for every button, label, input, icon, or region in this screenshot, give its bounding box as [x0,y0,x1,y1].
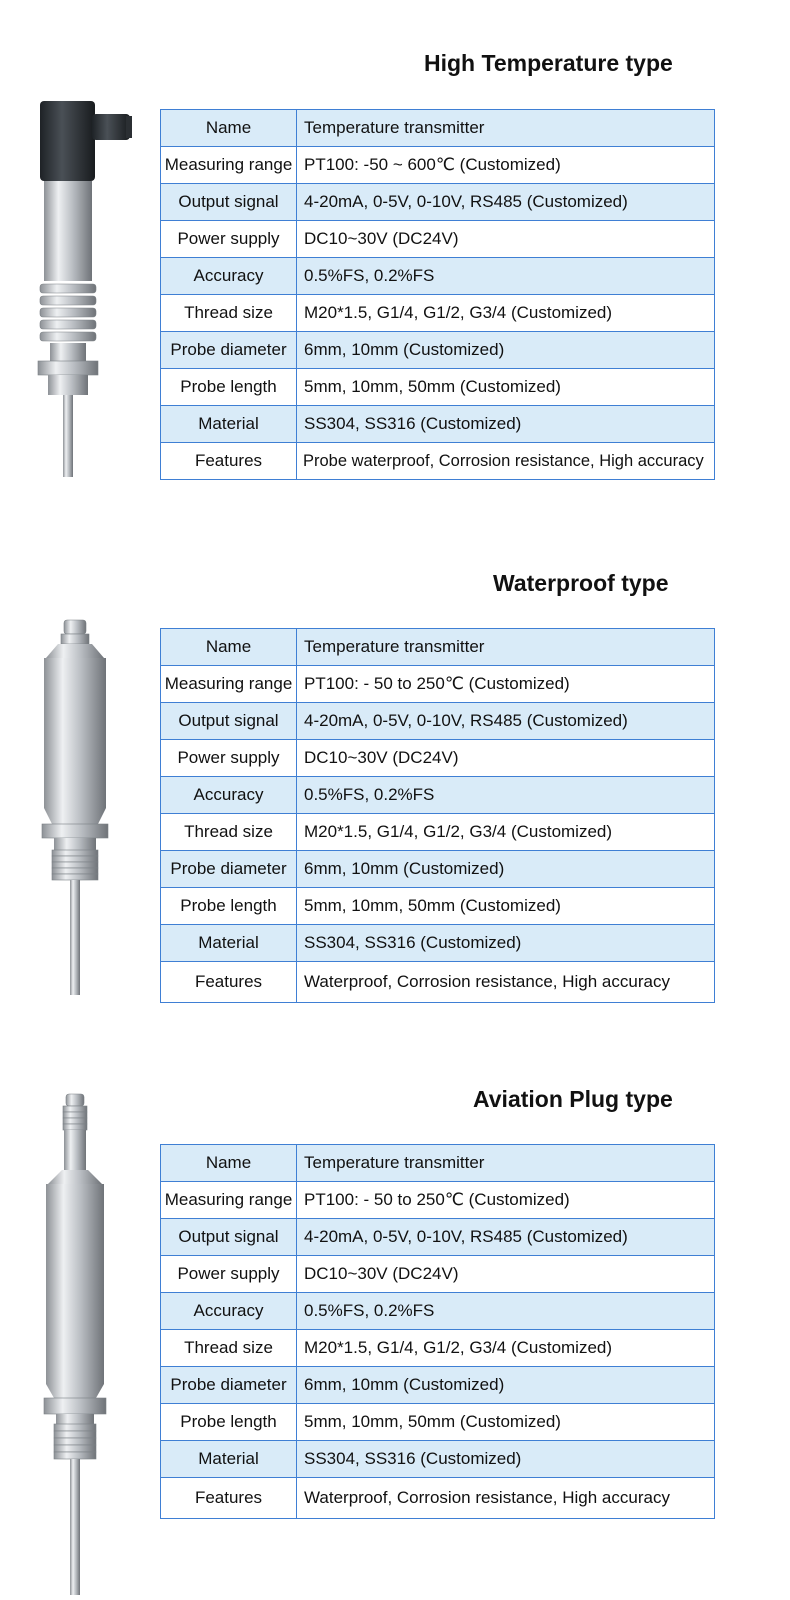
row-value: SS304, SS316 (Customized) [297,1441,715,1478]
row-value: 0.5%FS, 0.2%FS [297,1293,715,1330]
row-label: Measuring range [161,147,297,184]
row-value: Temperature transmitter [297,1145,715,1182]
row-value: 6mm, 10mm (Customized) [297,851,715,888]
row-value: Probe waterproof, Corrosion resistance, High accuracy [297,443,715,480]
row-label: Material [161,406,297,443]
spec-table [160,109,715,480]
row-value: Waterproof, Corrosion resistance, High accuracy [297,962,715,1003]
row-label: Probe length [161,369,297,406]
table-row [161,258,715,295]
row-label: Accuracy [161,258,297,295]
row-value: Temperature transmitter [297,110,715,147]
row-label: Probe length [161,1404,297,1441]
table-row [161,184,715,221]
table-row [161,332,715,369]
table-row [161,962,715,1003]
row-label: Name [161,110,297,147]
table-row [161,925,715,962]
row-label: Thread size [161,295,297,332]
section-title: Waterproof type [493,570,669,596]
table-row [161,221,715,258]
section-title: High Temperature type [424,50,673,76]
row-value: PT100: - 50 to 250℃ (Customized) [297,666,715,703]
table-row [161,1256,715,1293]
row-label: Features [161,962,297,1003]
row-label: Power supply [161,740,297,777]
table-row [161,147,715,184]
row-label: Probe length [161,888,297,925]
waterproof-transmitter-image [36,618,116,1000]
table-row [161,443,715,480]
row-label: Measuring range [161,666,297,703]
table-row [161,629,715,666]
spec-table [160,628,715,1003]
table-row [161,1404,715,1441]
row-value: 5mm, 10mm, 50mm (Customized) [297,369,715,406]
section-title: Aviation Plug type [473,1086,673,1112]
section-high-temperature [0,0,790,500]
row-label: Features [161,1478,297,1519]
table-row [161,666,715,703]
row-value: PT100: -50 ~ 600℃ (Customized) [297,147,715,184]
table-row [161,1478,715,1519]
row-label: Probe diameter [161,1367,297,1404]
table-row [161,1441,715,1478]
row-value: 4-20mA, 0-5V, 0-10V, RS485 (Customized) [297,184,715,221]
section-waterproof [0,520,790,1020]
row-label: Name [161,629,297,666]
row-label: Accuracy [161,1293,297,1330]
row-value: DC10~30V (DC24V) [297,740,715,777]
table-row [161,110,715,147]
row-label: Features [161,443,297,480]
row-value: 0.5%FS, 0.2%FS [297,777,715,814]
row-label: Measuring range [161,1182,297,1219]
aviation-plug-transmitter-image [36,1090,116,1600]
row-label: Power supply [161,221,297,258]
row-value: M20*1.5, G1/4, G1/2, G3/4 (Customized) [297,814,715,851]
row-label: Output signal [161,703,297,740]
row-label: Output signal [161,184,297,221]
row-label: Material [161,1441,297,1478]
row-value: M20*1.5, G1/4, G1/2, G3/4 (Customized) [297,295,715,332]
row-value: DC10~30V (DC24V) [297,221,715,258]
row-label: Name [161,1145,297,1182]
spec-table [160,1144,715,1519]
table-row [161,295,715,332]
table-row [161,369,715,406]
row-value: Temperature transmitter [297,629,715,666]
row-value: 6mm, 10mm (Customized) [297,1367,715,1404]
table-row [161,1367,715,1404]
row-label: Probe diameter [161,332,297,369]
table-row [161,814,715,851]
row-label: Thread size [161,1330,297,1367]
table-row [161,777,715,814]
row-label: Power supply [161,1256,297,1293]
high-temperature-transmitter-image [30,96,135,486]
row-label: Probe diameter [161,851,297,888]
section-aviation-plug [0,1036,790,1596]
row-value: 6mm, 10mm (Customized) [297,332,715,369]
row-value: DC10~30V (DC24V) [297,1256,715,1293]
row-value: Waterproof, Corrosion resistance, High accuracy [297,1478,715,1519]
row-label: Accuracy [161,777,297,814]
table-row [161,851,715,888]
table-row [161,1182,715,1219]
row-value: 0.5%FS, 0.2%FS [297,258,715,295]
row-value: 5mm, 10mm, 50mm (Customized) [297,1404,715,1441]
table-row [161,740,715,777]
row-value: SS304, SS316 (Customized) [297,925,715,962]
row-value: PT100: - 50 to 250℃ (Customized) [297,1182,715,1219]
row-value: 4-20mA, 0-5V, 0-10V, RS485 (Customized) [297,1219,715,1256]
table-row [161,1293,715,1330]
table-row [161,1330,715,1367]
row-value: 5mm, 10mm, 50mm (Customized) [297,888,715,925]
table-row [161,406,715,443]
row-label: Thread size [161,814,297,851]
table-row [161,1219,715,1256]
table-row [161,888,715,925]
row-label: Output signal [161,1219,297,1256]
table-row [161,703,715,740]
table-row [161,1145,715,1182]
row-value: M20*1.5, G1/4, G1/2, G3/4 (Customized) [297,1330,715,1367]
row-label: Material [161,925,297,962]
row-value: 4-20mA, 0-5V, 0-10V, RS485 (Customized) [297,703,715,740]
row-value: SS304, SS316 (Customized) [297,406,715,443]
